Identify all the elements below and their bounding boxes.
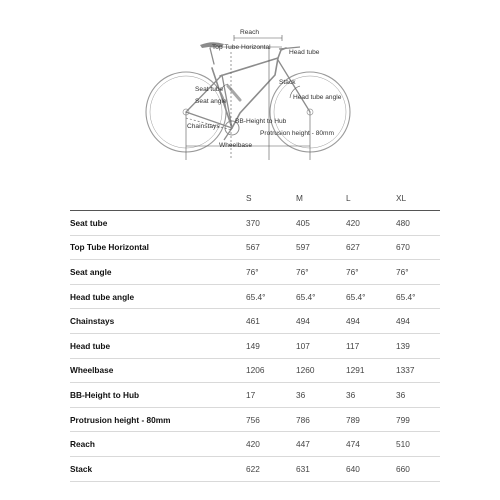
row-label: Chainstays (70, 309, 246, 334)
cell-value: 1260 (296, 358, 346, 383)
column-header-m: M (296, 186, 346, 211)
cell-value: 420 (346, 211, 396, 236)
table-row (70, 333, 440, 358)
cell-value: 631 (296, 456, 346, 481)
table-row (70, 456, 440, 481)
cell-value: 799 (396, 407, 440, 432)
cell-value: 756 (246, 407, 296, 432)
column-header-xl: XL (396, 186, 440, 211)
cell-value: 494 (296, 309, 346, 334)
cell-value: 76° (346, 260, 396, 285)
cell-value: 1206 (246, 358, 296, 383)
label-chainstays: Chainstays (187, 123, 220, 130)
cell-value: 1291 (346, 358, 396, 383)
cell-value: 65.4° (296, 284, 346, 309)
cell-value: 670 (396, 235, 440, 260)
cell-value: 76° (246, 260, 296, 285)
row-label: Top Tube Horizontal (70, 235, 246, 260)
cell-value: 65.4° (346, 284, 396, 309)
column-header-l: L (346, 186, 396, 211)
row-label: BB-Height to Hub (70, 383, 246, 408)
cell-value: 494 (346, 309, 396, 334)
cell-value: 786 (296, 407, 346, 432)
label-top-tube: Top Tube Horizontal (212, 44, 271, 51)
cell-value: 370 (246, 211, 296, 236)
table-row (70, 383, 440, 408)
row-label: Seat tube (70, 211, 246, 236)
cell-value: 510 (396, 432, 440, 457)
table-row (70, 407, 440, 432)
column-header-s: S (246, 186, 296, 211)
cell-value: 789 (346, 407, 396, 432)
cell-value: 65.4° (246, 284, 296, 309)
cell-value: 597 (296, 235, 346, 260)
cell-value: 405 (296, 211, 346, 236)
cell-value: 660 (396, 456, 440, 481)
label-stack: Stack (279, 79, 296, 86)
bike-geometry-svg (0, 0, 500, 170)
column-header-label (70, 186, 246, 211)
label-reach: Reach (240, 29, 260, 36)
cell-value: 65.4° (396, 284, 440, 309)
cell-value: 117 (346, 333, 396, 358)
cell-value: 447 (296, 432, 346, 457)
cell-value: 107 (296, 333, 346, 358)
row-label: Reach (70, 432, 246, 457)
table-row (70, 235, 440, 260)
table-row (70, 309, 440, 334)
table-row (70, 211, 440, 236)
row-label: Wheelbase (70, 358, 246, 383)
table-row (70, 284, 440, 309)
label-bb-height: BB-Height to Hub (235, 118, 287, 125)
geometry-table (70, 186, 440, 482)
cell-value: 480 (396, 211, 440, 236)
bike-geometry-diagram (0, 0, 500, 170)
cell-value: 474 (346, 432, 396, 457)
table-row (70, 358, 440, 383)
cell-value: 17 (246, 383, 296, 408)
label-head-tube-angle: Head tube angle (293, 94, 342, 101)
cell-value: 76° (296, 260, 346, 285)
label-seat-tube: Seat tube (195, 86, 224, 93)
row-label: Stack (70, 456, 246, 481)
table-row (70, 260, 440, 285)
cell-value: 622 (246, 456, 296, 481)
row-label: Protrusion height - 80mm (70, 407, 246, 432)
cell-value: 36 (396, 383, 440, 408)
cell-value: 139 (396, 333, 440, 358)
label-protrusion: Protrusion height - 80mm (260, 130, 335, 137)
label-wheelbase: Wheelbase (219, 142, 252, 149)
cell-value: 1337 (396, 358, 440, 383)
row-label: Seat angle (70, 260, 246, 285)
cell-value: 36 (296, 383, 346, 408)
label-head-tube: Head tube (289, 49, 320, 56)
cell-value: 627 (346, 235, 396, 260)
label-seat-angle: Seat angle (195, 98, 227, 105)
cell-value: 420 (246, 432, 296, 457)
cell-value: 36 (346, 383, 396, 408)
cell-value: 76° (396, 260, 440, 285)
cell-value: 640 (346, 456, 396, 481)
cell-value: 149 (246, 333, 296, 358)
cell-value: 494 (396, 309, 440, 334)
table-header-row (70, 186, 440, 211)
row-label: Head tube (70, 333, 246, 358)
cell-value: 461 (246, 309, 296, 334)
table-row (70, 432, 440, 457)
row-label: Head tube angle (70, 284, 246, 309)
cell-value: 567 (246, 235, 296, 260)
